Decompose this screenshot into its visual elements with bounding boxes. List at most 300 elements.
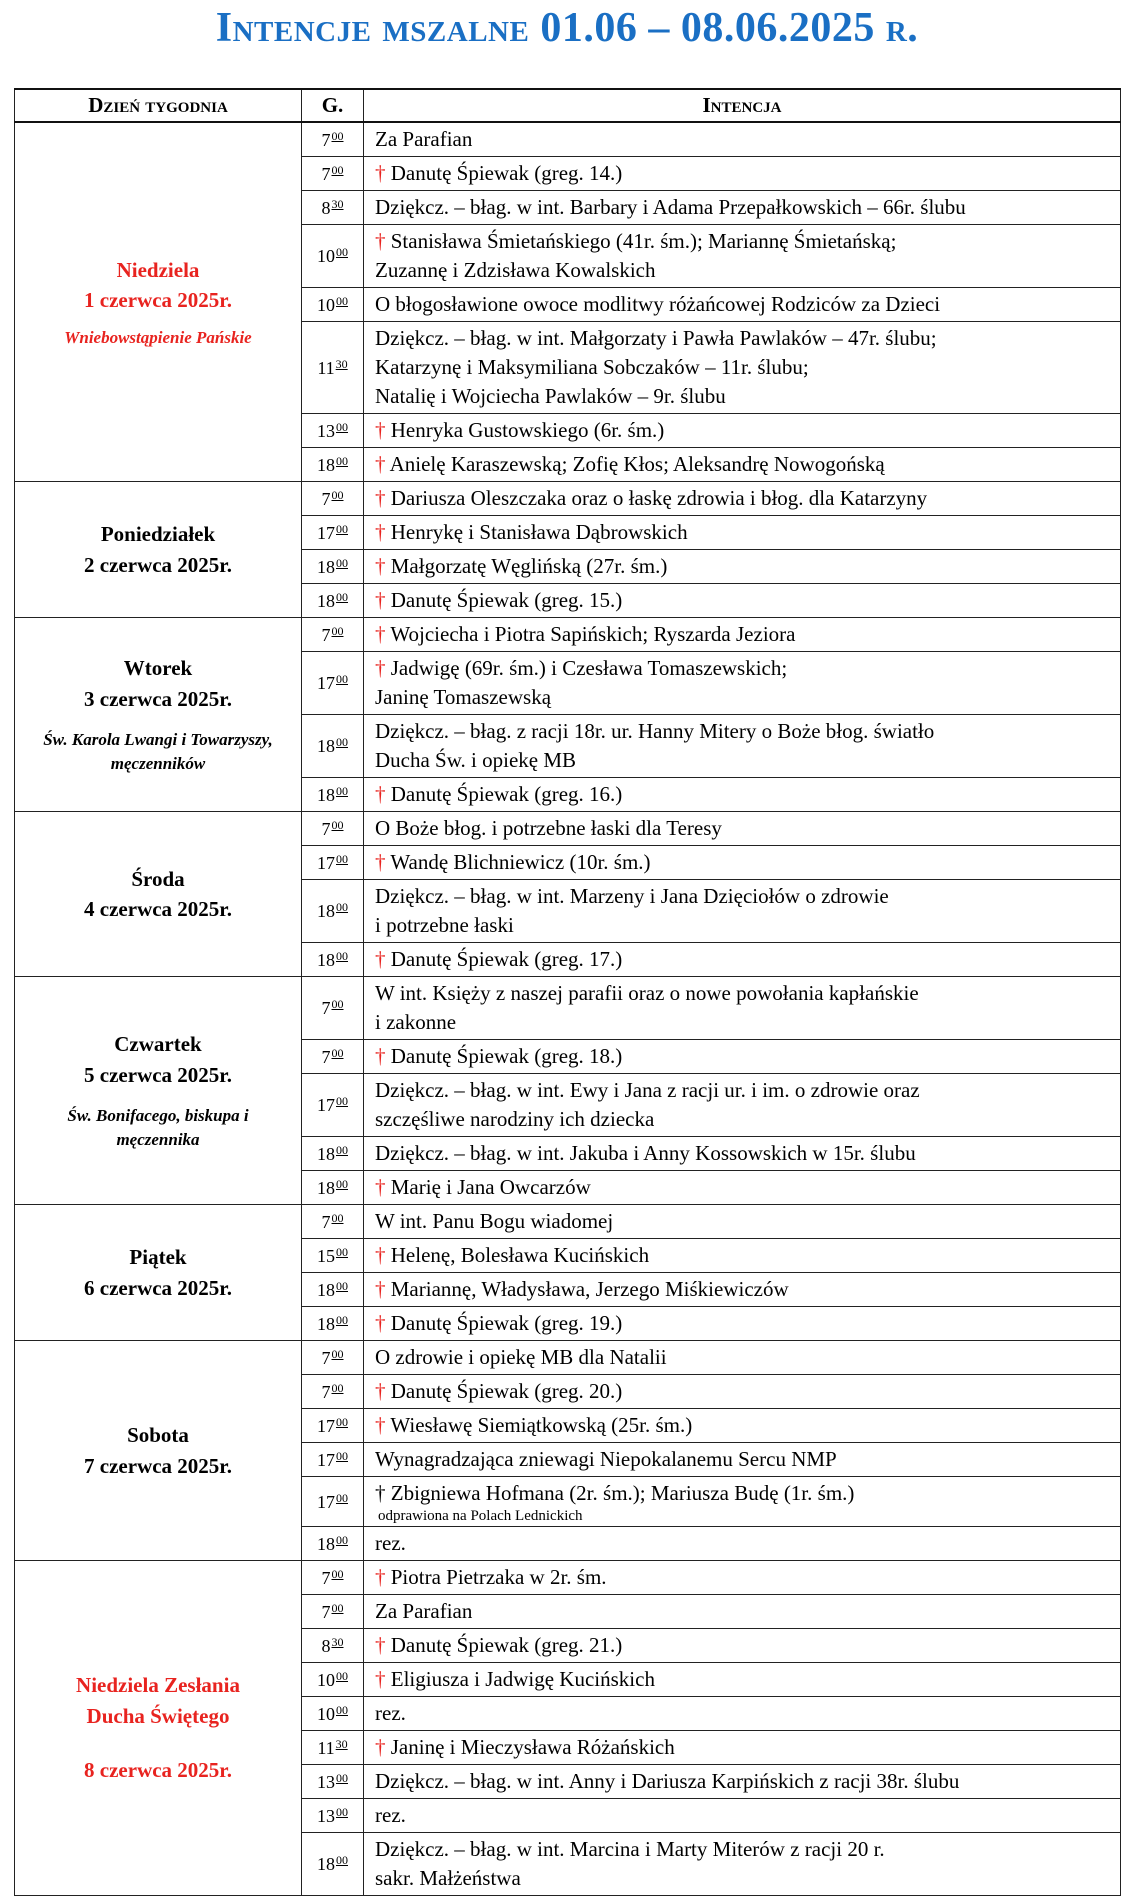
- intention-line: [375, 1835, 1120, 1864]
- mass-time: [302, 1477, 364, 1527]
- mass-intention: [364, 482, 1121, 516]
- mass-intention: [364, 1443, 1121, 1477]
- intention-line: [375, 1076, 1120, 1105]
- intention-text: Henrykę i Stanisława Dąbrowskich: [390, 520, 688, 544]
- mass-intention: [364, 1595, 1121, 1629]
- day-name: Środa: [131, 866, 185, 891]
- table-row: [15, 482, 1121, 516]
- day-date: 2 czerwca 2025r.: [84, 552, 232, 577]
- mass-minutes: 00: [331, 623, 344, 638]
- intention-line: [375, 1275, 1120, 1304]
- mass-hour: 18: [317, 1854, 335, 1874]
- table-row: [15, 977, 1121, 1040]
- intention-line: [375, 945, 1120, 974]
- mass-hour: 18: [317, 454, 335, 475]
- mass-intention: [364, 1663, 1121, 1697]
- mass-intention: [364, 516, 1121, 550]
- mass-minutes: 00: [336, 1094, 348, 1108]
- mass-hour: 18: [317, 590, 335, 611]
- day-name: Niedziela: [116, 257, 200, 282]
- mass-minutes: 00: [336, 1532, 348, 1547]
- intention-text: rez.: [375, 1701, 406, 1725]
- mass-hour: 13: [317, 420, 335, 441]
- intention-text: Małgorzatę Węglińską (27r. śm.): [390, 554, 668, 578]
- mass-intention: [364, 1833, 1121, 1896]
- intention-text: Ducha Św. i opiekę MB: [375, 748, 577, 772]
- intention-line: [375, 227, 1120, 256]
- mass-minutes: 30: [331, 196, 344, 211]
- mass-time: [302, 1074, 364, 1137]
- day-cell: [15, 812, 302, 977]
- day-name: Niedziela Zesłania Ducha Świętego: [76, 1673, 240, 1728]
- intention-line: [375, 911, 1120, 940]
- intention-text: † Zbigniewa Hofmana (2r. śm.); Mariusza Budę (1r. śm.): [375, 1481, 855, 1505]
- intention-line: [375, 1631, 1120, 1660]
- mass-minutes: 00: [331, 1045, 344, 1060]
- mass-minutes: 00: [336, 1804, 348, 1819]
- intention-line: [375, 382, 1120, 411]
- intention-line: [375, 1529, 1120, 1558]
- intention-text: Helenę, Bolesława Kucińskich: [390, 1243, 650, 1267]
- mass-time: [302, 157, 364, 191]
- mass-time: [302, 584, 364, 618]
- mass-minutes: 00: [336, 245, 348, 259]
- cross-icon: †: [375, 1413, 391, 1437]
- mass-time: [302, 1527, 364, 1561]
- mass-hour: 11: [317, 357, 335, 378]
- intention-text: Stanisława Śmietańskiego (41r. śm.); Mariannę Śmietańską;: [390, 229, 897, 253]
- mass-time: [302, 715, 364, 778]
- mass-hour: 18: [317, 736, 335, 756]
- day-cell: [15, 122, 302, 482]
- cross-icon: †: [375, 1735, 391, 1759]
- mass-time: [302, 191, 364, 225]
- cross-icon: †: [375, 1667, 391, 1691]
- intention-text: Natalię i Wojciecha Pawlaków – 9r. ślubu: [375, 384, 726, 408]
- intention-text: Jadwigę (69r. śm.) i Czesława Tomaszewskich;: [390, 656, 788, 680]
- mass-hour: 7: [321, 129, 331, 150]
- mass-hour: 18: [317, 1177, 335, 1198]
- intentions-table: [14, 88, 1121, 1896]
- day-name: Sobota: [127, 1423, 189, 1448]
- cross-icon: †: [375, 1565, 391, 1589]
- mass-intention: [364, 322, 1121, 414]
- mass-intention: [364, 880, 1121, 943]
- cross-icon: †: [375, 418, 391, 442]
- mass-intention: [364, 1629, 1121, 1663]
- intention-line: [375, 1597, 1120, 1626]
- intention-text: Dziękcz. – błag. w int. Marzeny i Jana Dzięciołów o zdrowie: [375, 884, 889, 908]
- intention-text: Danutę Śpiewak (greg. 17.): [390, 947, 623, 971]
- mass-minutes: 00: [336, 521, 348, 536]
- intention-text: O błogosławione owoce modlitwy różańcowej Rodziców za Dzieci: [375, 292, 941, 316]
- mass-time: [302, 288, 364, 322]
- mass-intention: [364, 812, 1121, 846]
- day-cell: [15, 1341, 302, 1561]
- intention-line: [375, 1411, 1120, 1440]
- mass-minutes: 00: [336, 555, 348, 570]
- mass-time: [302, 1273, 364, 1307]
- intention-text: W int. Księży z naszej parafii oraz o nowe powołania kapłańskie: [375, 981, 919, 1005]
- mass-intention: [364, 1205, 1121, 1239]
- mass-intention: [364, 652, 1121, 715]
- mass-time: [302, 1629, 364, 1663]
- intention-text: Dziękcz. – błag. w int. Ewy i Jana z racji ur. i im. o zdrowie oraz: [375, 1078, 920, 1102]
- mass-time: [302, 1799, 364, 1833]
- cross-icon: †: [375, 1243, 391, 1267]
- header-day: Dzień tygodnia: [15, 89, 302, 122]
- mass-intention: [364, 1765, 1121, 1799]
- mass-minutes: 00: [336, 1668, 348, 1683]
- intention-text: Eligiusza i Jadwigę Kucińskich: [390, 1667, 655, 1691]
- mass-minutes: 00: [336, 672, 348, 686]
- mass-intention: [364, 715, 1121, 778]
- intention-line: [375, 654, 1120, 683]
- intention-line: [375, 1173, 1120, 1202]
- mass-hour: 7: [321, 818, 331, 839]
- mass-hour: 7: [321, 1347, 331, 1368]
- intention-line: [375, 780, 1120, 809]
- mass-hour: 17: [317, 1449, 335, 1470]
- mass-hour: 18: [317, 1279, 335, 1300]
- intention-line: [375, 1563, 1120, 1592]
- cross-icon: †: [375, 622, 391, 646]
- intention-text: Dziękcz. – błag. w int. Małgorzaty i Pawła Pawlaków – 47r. ślubu;: [375, 326, 937, 350]
- day-cell: [15, 977, 302, 1205]
- mass-time: [302, 812, 364, 846]
- intention-text: Danutę Śpiewak (greg. 14.): [390, 161, 623, 185]
- mass-minutes: 30: [331, 1634, 344, 1649]
- intention-text: rez.: [375, 1531, 406, 1555]
- day-cell: [15, 618, 302, 812]
- table-row: [15, 618, 1121, 652]
- intention-line: [375, 1105, 1120, 1134]
- intention-text: Dziękcz. – błag. w int. Marcina i Marty Miterów z racji 20 r.: [375, 1837, 885, 1861]
- mass-time: [302, 1307, 364, 1341]
- intention-text: Anielę Karaszewską; Zofię Kłos; Aleksandrę Nowogońską: [389, 452, 885, 476]
- cross-icon: †: [375, 452, 390, 476]
- mass-minutes: 00: [331, 1600, 344, 1615]
- mass-hour: 11: [317, 1737, 335, 1758]
- mass-time: [302, 414, 364, 448]
- mass-intention: [364, 1239, 1121, 1273]
- mass-hour: 7: [321, 488, 331, 509]
- mass-time: [302, 846, 364, 880]
- mass-minutes: 00: [331, 817, 344, 832]
- mass-intention: [364, 1137, 1121, 1171]
- mass-minutes: 00: [336, 1490, 348, 1505]
- mass-hour: 13: [317, 1805, 335, 1826]
- day-feast-note: Św. Bonifacego, biskupa i męczennika: [67, 1106, 249, 1149]
- mass-intention: [364, 1697, 1121, 1731]
- intention-location-note: odprawiona na Polach Lednickich: [378, 1508, 583, 1524]
- table-header-row: [15, 89, 1121, 122]
- cross-icon: †: [375, 782, 391, 806]
- intention-line: [375, 683, 1120, 712]
- mass-minutes: 00: [336, 851, 348, 866]
- mass-hour: 17: [317, 522, 335, 543]
- intention-text: Danutę Śpiewak (greg. 21.): [390, 1633, 623, 1657]
- intention-text: i zakonne: [375, 1010, 457, 1034]
- day-cell: [15, 1561, 302, 1896]
- day-date: 1 czerwca 2025r.: [84, 288, 232, 313]
- mass-time: [302, 1375, 364, 1409]
- day-name: Czwartek: [114, 1032, 202, 1057]
- mass-minutes: 00: [331, 1380, 344, 1395]
- cross-icon: †: [375, 588, 391, 612]
- mass-time: [302, 550, 364, 584]
- mass-minutes: 00: [336, 735, 348, 749]
- mass-hour: 17: [317, 1415, 335, 1436]
- mass-time: [302, 122, 364, 157]
- mass-time: [302, 1171, 364, 1205]
- mass-intention: [364, 1040, 1121, 1074]
- cross-icon: †: [375, 1277, 391, 1301]
- mass-time: [302, 225, 364, 288]
- intention-text: Danutę Śpiewak (greg. 15.): [390, 588, 623, 612]
- intention-text: sakr. Małżeństwa: [375, 1866, 521, 1890]
- mass-hour: 7: [321, 1601, 331, 1622]
- intention-text: Janinę i Mieczysława Różańskich: [390, 1735, 675, 1759]
- mass-time: [302, 1697, 364, 1731]
- intention-text: W int. Panu Bogu wiadomej: [375, 1209, 614, 1233]
- mass-time: [302, 618, 364, 652]
- mass-intention: [364, 1561, 1121, 1595]
- intention-line: [375, 620, 1120, 649]
- intention-line: [375, 1864, 1120, 1893]
- intention-line: [375, 324, 1120, 353]
- intention-line: [375, 1445, 1120, 1474]
- mass-time: [302, 322, 364, 414]
- mass-time: [302, 1765, 364, 1799]
- intention-line: [375, 1377, 1120, 1406]
- cross-icon: †: [375, 1044, 391, 1068]
- intention-line: [375, 1008, 1120, 1037]
- intention-text: Dariusza Oleszczaka oraz o łaskę zdrowia i błog. dla Katarzyny: [390, 486, 928, 510]
- intention-text: Wandę Blichniewicz (10r. śm.): [390, 850, 651, 874]
- mass-time: [302, 778, 364, 812]
- mass-intention: [364, 1375, 1121, 1409]
- mass-minutes: 00: [336, 1278, 348, 1293]
- intention-line: [375, 1767, 1120, 1796]
- intention-text: Piotra Pietrzaka w 2r. śm.: [390, 1565, 607, 1589]
- intention-line: [375, 717, 1120, 746]
- mass-intention: [364, 1527, 1121, 1561]
- intention-text: szczęśliwe narodziny ich dziecka: [375, 1107, 655, 1131]
- cross-icon: †: [375, 1175, 391, 1199]
- intention-text: rez.: [375, 1803, 406, 1827]
- mass-minutes: 00: [331, 162, 344, 177]
- mass-hour: 8: [321, 197, 331, 218]
- mass-intention: [364, 550, 1121, 584]
- page-title: Intencje mszalne 01.06 – 08.06.2025 r.: [215, 5, 919, 51]
- mass-hour: 8: [321, 1635, 331, 1656]
- mass-minutes: 00: [336, 1142, 348, 1157]
- mass-time: [302, 1561, 364, 1595]
- intention-text: Mariannę, Władysława, Jerzego Miśkiewiczów: [390, 1277, 789, 1301]
- table-row: [15, 1205, 1121, 1239]
- intention-text: Wiesławę Siemiątkowską (25r. śm.): [390, 1413, 693, 1437]
- mass-hour: 10: [317, 294, 335, 315]
- mass-intention: [364, 414, 1121, 448]
- mass-hour: 7: [321, 624, 331, 645]
- day-date: 4 czerwca 2025r.: [84, 897, 232, 921]
- mass-intention: [364, 157, 1121, 191]
- mass-time: [302, 482, 364, 516]
- mass-hour: 18: [317, 1143, 335, 1164]
- mass-hour: 17: [317, 673, 335, 693]
- mass-hour: 17: [317, 1491, 335, 1512]
- mass-intention: [364, 288, 1121, 322]
- intention-line: [375, 848, 1120, 877]
- header-intention: Intencja: [364, 89, 1121, 122]
- day-date: 7 czerwca 2025r.: [84, 1453, 232, 1478]
- mass-minutes: 00: [331, 1566, 344, 1581]
- day-cell: [15, 1205, 302, 1341]
- intention-text: i potrzebne łaski: [375, 913, 514, 937]
- mass-time: [302, 448, 364, 482]
- cross-icon: †: [375, 656, 391, 680]
- intention-text: Zuzannę i Zdzisława Kowalskich: [375, 258, 656, 282]
- intention-text: Dziękcz. – błag. w int. Jakuba i Anny Kossowskich w 15r. ślubu: [375, 1141, 916, 1165]
- mass-hour: 7: [321, 1381, 331, 1402]
- mass-minutes: 00: [336, 453, 348, 468]
- mass-hour: 17: [317, 852, 335, 873]
- intention-text: Janinę Tomaszewską: [375, 685, 552, 709]
- mass-minutes: 00: [336, 1312, 348, 1327]
- intention-text: Za Parafian: [375, 1599, 473, 1623]
- intention-line: [375, 746, 1120, 775]
- mass-time: [302, 1205, 364, 1239]
- mass-intention: [364, 1074, 1121, 1137]
- mass-intention: [364, 448, 1121, 482]
- day-name: Poniedziałek: [100, 522, 216, 547]
- mass-time: [302, 516, 364, 550]
- mass-hour: 17: [317, 1095, 335, 1115]
- mass-intention: [364, 1341, 1121, 1375]
- mass-minutes: 00: [336, 1414, 348, 1429]
- mass-intention: [364, 1477, 1121, 1527]
- intention-line: [375, 586, 1120, 615]
- day-name: Wtorek: [123, 656, 193, 681]
- mass-minutes: 00: [336, 589, 348, 604]
- mass-hour: 15: [317, 1245, 335, 1266]
- day-date: 6 czerwca 2025r.: [84, 1275, 232, 1300]
- intention-text: Wynagradzająca zniewagi Niepokalanemu Sercu NMP: [375, 1447, 837, 1471]
- intention-line: [375, 882, 1120, 911]
- mass-hour: 7: [321, 1046, 331, 1067]
- mass-minutes: 00: [331, 128, 344, 143]
- mass-time: [302, 880, 364, 943]
- mass-hour: 18: [317, 1533, 335, 1554]
- intention-text: Marię i Jana Owcarzów: [390, 1175, 591, 1199]
- header-hour: G.: [302, 89, 364, 122]
- mass-time: [302, 652, 364, 715]
- cross-icon: †: [375, 850, 391, 874]
- intention-line: [375, 1733, 1120, 1762]
- mass-time: [302, 1040, 364, 1074]
- intention-line: [375, 1309, 1120, 1338]
- intention-text: O Boże błog. i potrzebne łaski dla Teresy: [375, 816, 722, 840]
- mass-intention: [364, 846, 1121, 880]
- mass-intention: [364, 1799, 1121, 1833]
- mass-intention: [364, 122, 1121, 157]
- mass-time: [302, 1137, 364, 1171]
- mass-hour: 18: [317, 784, 335, 805]
- mass-minutes: 00: [331, 1346, 344, 1361]
- mass-hour: 7: [321, 1567, 331, 1588]
- mass-intention: [364, 1307, 1121, 1341]
- mass-minutes: 00: [336, 948, 348, 963]
- cross-icon: †: [375, 947, 391, 971]
- mass-intention: [364, 1273, 1121, 1307]
- table-body: [15, 122, 1121, 1896]
- intention-text: Danutę Śpiewak (greg. 16.): [390, 782, 623, 806]
- table-row: [15, 122, 1121, 157]
- mass-hour: 7: [321, 998, 331, 1018]
- intention-line: [375, 1801, 1120, 1830]
- day-date: 8 czerwca 2025r.: [84, 1758, 232, 1783]
- mass-intention: [364, 778, 1121, 812]
- intention-text: Za Parafian: [375, 127, 473, 151]
- mass-time: [302, 977, 364, 1040]
- cross-icon: †: [375, 161, 391, 185]
- mass-time: [302, 1341, 364, 1375]
- mass-minutes: 00: [331, 1210, 344, 1225]
- cross-icon: †: [375, 486, 391, 510]
- intention-line: [375, 518, 1120, 547]
- intention-line: [375, 1479, 1120, 1508]
- mass-minutes: 00: [336, 1853, 348, 1867]
- mass-time: [302, 1833, 364, 1896]
- intention-line: [375, 814, 1120, 843]
- mass-hour: 13: [317, 1771, 335, 1792]
- intention-text: Dziękcz. – błag. w int. Barbary i Adama Przepałkowskich – 66r. ślubu: [375, 195, 966, 219]
- mass-minutes: 00: [336, 783, 348, 798]
- mass-hour: 7: [321, 1211, 331, 1232]
- mass-intention: [364, 943, 1121, 977]
- intention-text: Henryka Gustowskiego (6r. śm.): [390, 418, 665, 442]
- mass-intention: [364, 225, 1121, 288]
- day-date: 3 czerwca 2025r.: [84, 686, 232, 711]
- mass-intention: [364, 1731, 1121, 1765]
- intention-line: [375, 979, 1120, 1008]
- mass-minutes: 00: [336, 900, 348, 914]
- table-row: [15, 1341, 1121, 1375]
- mass-hour: 18: [317, 556, 335, 577]
- intention-text: Dziękcz. – błag. w int. Anny i Dariusza Karpińskich z racji 38r. ślubu: [375, 1769, 960, 1793]
- mass-hour: 10: [317, 246, 335, 266]
- mass-hour: 10: [317, 1669, 335, 1690]
- intention-text: Danutę Śpiewak (greg. 18.): [390, 1044, 623, 1068]
- intention-text: Danutę Śpiewak (greg. 19.): [390, 1311, 623, 1335]
- mass-minutes: 00: [336, 1448, 348, 1463]
- mass-minutes: 00: [336, 1244, 348, 1259]
- intention-text: Danutę Śpiewak (greg. 20.): [390, 1379, 623, 1403]
- cross-icon: †: [375, 1633, 391, 1657]
- intention-text: Wojciecha i Piotra Sapińskich; Ryszarda Jeziora: [390, 622, 796, 646]
- intention-text: O zdrowie i opiekę MB dla Natalii: [375, 1345, 667, 1369]
- day-cell: [15, 482, 302, 618]
- intention-line: [375, 193, 1120, 222]
- intention-line: [375, 552, 1120, 581]
- cross-icon: †: [375, 520, 391, 544]
- intention-line: [375, 256, 1120, 285]
- intention-line: [375, 1139, 1120, 1168]
- mass-hour: 18: [317, 949, 335, 970]
- mass-minutes: 30: [335, 1736, 348, 1751]
- intention-line: [375, 484, 1120, 513]
